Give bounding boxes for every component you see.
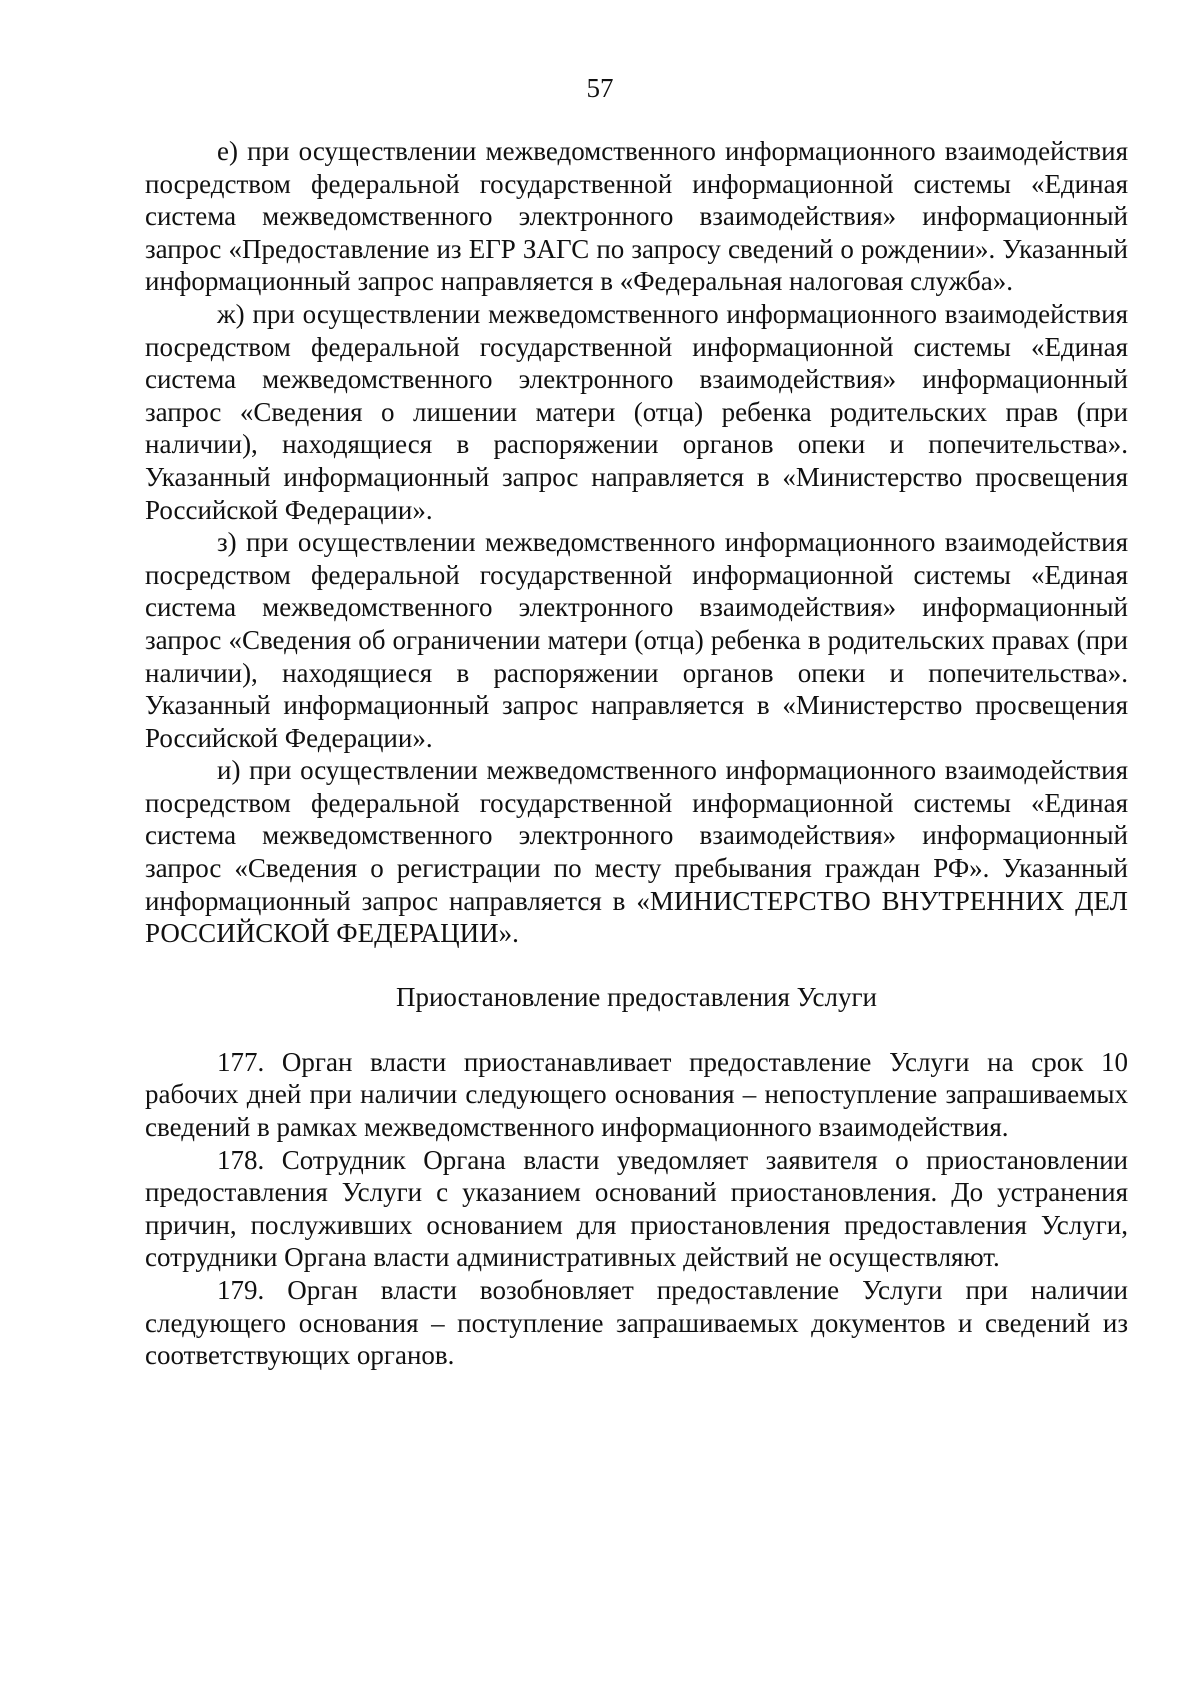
paragraph-item-i: и) при осуществлении межведомственного информационного взаимодействия посредством федеральной государственной информационной системы «Единая система межведомственного электронного взаимодействия» информационный запрос «Сведения о регистрации по месту пребывания граждан РФ». Указанный информационный запрос направляется в «МИНИСТЕРСТВО ВНУТРЕННИХ ДЕЛ РОССИЙСКОЙ ФЕДЕРАЦИИ». bbox=[145, 755, 1128, 949]
paragraph-179: 179. Орган власти возобновляет предоставление Услуги при наличии следующего основания – поступление запрашиваемых документов и сведений из соответствующих органов. bbox=[145, 1275, 1128, 1371]
paragraph-item-zh: ж) при осуществлении межведомственного информационного взаимодействия посредством федеральной государственной информационной системы «Единая система межведомственного электронного взаимодействия» информационный запрос «Сведения о лишении матери (отца) ребенка родительских прав (при наличии), находящиеся в распоряжении органов опеки и попечительства». Указанный информационный запрос направляется в «Министерство просвещения Российской Федерации». bbox=[145, 298, 1128, 525]
paragraph-item-z: з) при осуществлении межведомственного информационного взаимодействия посредством федеральной государственной информационной системы «Единая система межведомственного электронного взаимодействия» информационный запрос «Сведения об ограничении матери (отца) ребенка в родительских правах (при наличии), находящиеся в распоряжении органов опеки и попечительства». Указанный информационный запрос направляется в «Министерство просвещения Российской Федерации». bbox=[145, 527, 1128, 753]
page-number: 57 bbox=[586, 73, 614, 103]
paragraph-item-e: е) при осуществлении межведомственного информационного взаимодействия посредством федеральной государственной информационной системы «Единая система межведомственного электронного взаимодействия» информационный запрос «Предоставление из ЕГР ЗАГС по запросу сведений о рождении». Указанный информационный запрос направляется в «Федеральная налоговая служба». bbox=[145, 136, 1128, 297]
document-body bbox=[145, 135, 1128, 1372]
section-heading: Приостановление предоставления Услуги bbox=[395, 981, 877, 1012]
paragraph-178: 178. Сотрудник Органа власти уведомляет заявителя о приостановлении предоставления Услуги с указанием оснований приостановления. До устранения причин, послуживших основанием для приостановления предоставления Услуги, сотрудники Органа власти административных действий не осуществляют. bbox=[145, 1144, 1128, 1273]
paragraph-177: 177. Орган власти приостанавливает предоставление Услуги на срок 10 рабочих дней при наличии следующего основания – непоступление запрашиваемых сведений в рамках межведомственного информационного взаимодействия. bbox=[145, 1046, 1128, 1143]
